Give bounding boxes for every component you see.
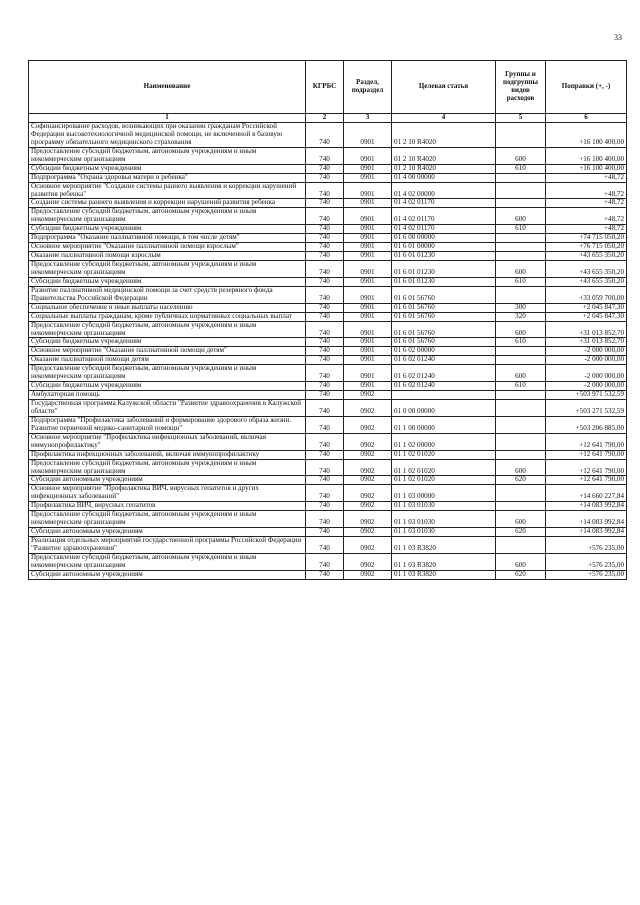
row-section-cell: 0901 [344, 252, 392, 261]
column-number: 4 [392, 114, 496, 123]
column-number: 1 [29, 114, 306, 123]
column-number: 6 [546, 114, 627, 123]
row-name-cell: Софинансирование расходов, возникающих при оказании гражданам Российской Федерации высокотехнологичной медицинской помощи, не включенной в базовую программу обязательного медицинского страхования [29, 123, 306, 148]
row-name-cell: Основное мероприятие "Оказание паллиативной помощи детям" [29, 347, 306, 356]
row-amount-cell: +48,72 [546, 173, 627, 182]
row-section-cell: 0902 [344, 416, 392, 433]
table-row [29, 286, 627, 303]
table-row [29, 123, 627, 148]
table-row [29, 485, 627, 502]
row-amount-cell: -2 000 000,00 [546, 347, 627, 356]
row-section-cell: 0901 [344, 234, 392, 243]
row-group-cell: 600 [496, 511, 546, 528]
row-kgrbs-cell: 740 [306, 528, 344, 537]
row-kgrbs-cell: 740 [306, 164, 344, 173]
row-group-cell: 610 [496, 338, 546, 347]
column-number: 5 [496, 114, 546, 123]
row-section-cell: 0901 [344, 356, 392, 365]
row-name-cell: Основное мероприятие "Профилактика инфекционных заболеваний, включая иммунопрофилактику" [29, 433, 306, 450]
row-kgrbs-cell: 740 [306, 537, 344, 554]
row-amount-cell: +43 655 350,20 [546, 252, 627, 261]
table-row [29, 570, 627, 579]
row-section-cell: 0902 [344, 400, 392, 417]
table-row [29, 261, 627, 278]
table-row [29, 450, 627, 459]
row-amount-cell: +43 655 350,20 [546, 277, 627, 286]
row-target-cell: 01 1 02 01020 [392, 459, 496, 476]
row-name-cell: Субсидии бюджетным учреждениям [29, 382, 306, 391]
row-section-cell: 0901 [344, 382, 392, 391]
row-kgrbs-cell: 740 [306, 303, 344, 312]
row-target-cell: 01 1 02 01020 [392, 476, 496, 485]
row-group-cell: 600 [496, 553, 546, 570]
row-name-cell: Предоставление субсидий бюджетным, автономным учреждениям и иным некоммерческим организациям [29, 365, 306, 382]
row-name-cell: Предоставление субсидий бюджетным, автономным учреждениям и иным некоммерческим организациям [29, 208, 306, 225]
row-name-cell: Подпрограмма "Оказание паллиативной помощи, в том числе детям" [29, 234, 306, 243]
column-number: 3 [344, 114, 392, 123]
row-section-cell: 0902 [344, 502, 392, 511]
row-section-cell: 0902 [344, 433, 392, 450]
row-kgrbs-cell: 740 [306, 416, 344, 433]
row-target-cell: 01 6 01 00000 [392, 243, 496, 252]
table-row [29, 173, 627, 182]
table-row [29, 476, 627, 485]
row-name-cell: Социальные выплаты гражданам, кроме публичных нормативных социальных выплат [29, 312, 306, 321]
header-section: Раздел, подраздел [344, 61, 392, 114]
row-amount-cell: +16 100 400,00 [546, 147, 627, 164]
row-section-cell: 0901 [344, 303, 392, 312]
header-group: Группы и подгруппы видов расходов [496, 61, 546, 114]
row-amount-cell: +48,72 [546, 182, 627, 199]
table-row [29, 347, 627, 356]
row-section-cell: 0901 [344, 147, 392, 164]
table-row [29, 252, 627, 261]
row-section-cell: 0901 [344, 365, 392, 382]
table-row [29, 303, 627, 312]
table-row [29, 511, 627, 528]
row-section-cell: 0902 [344, 450, 392, 459]
row-group-cell [496, 400, 546, 417]
row-kgrbs-cell: 740 [306, 553, 344, 570]
table-row [29, 225, 627, 234]
row-target-cell: 01 6 00 00000 [392, 234, 496, 243]
row-group-cell: 620 [496, 570, 546, 579]
row-amount-cell: +576 235,00 [546, 537, 627, 554]
page-number: 33 [614, 33, 622, 42]
row-amount-cell: +12 641 790,00 [546, 476, 627, 485]
row-group-cell [496, 173, 546, 182]
row-kgrbs-cell: 740 [306, 365, 344, 382]
row-target-cell: 01 6 01 01230 [392, 277, 496, 286]
row-section-cell: 0902 [344, 537, 392, 554]
row-group-cell: 600 [496, 365, 546, 382]
row-amount-cell: +12 641 790,00 [546, 459, 627, 476]
row-amount-cell: +503 971 532,59 [546, 391, 627, 400]
row-kgrbs-cell: 740 [306, 476, 344, 485]
row-group-cell: 610 [496, 164, 546, 173]
row-kgrbs-cell: 740 [306, 312, 344, 321]
row-target-cell: 01 2 10 R4020 [392, 123, 496, 148]
row-section-cell: 0901 [344, 277, 392, 286]
row-kgrbs-cell: 740 [306, 243, 344, 252]
row-group-cell: 320 [496, 312, 546, 321]
row-kgrbs-cell: 740 [306, 147, 344, 164]
row-group-cell: 600 [496, 261, 546, 278]
row-name-cell: Государственная программа Калужской области "Развитие здравоохранения в Калужской области" [29, 400, 306, 417]
row-amount-cell: +2 045 847,30 [546, 303, 627, 312]
column-number: 2 [306, 114, 344, 123]
row-name-cell: Предоставление субсидий бюджетным, автономным учреждениям и иным некоммерческим организациям [29, 321, 306, 338]
row-name-cell: Оказание паллиативной помощи детям [29, 356, 306, 365]
row-kgrbs-cell: 740 [306, 173, 344, 182]
row-amount-cell: +74 715 050,20 [546, 234, 627, 243]
row-group-cell: 620 [496, 476, 546, 485]
row-target-cell: 01 1 02 01020 [392, 450, 496, 459]
row-group-cell [496, 347, 546, 356]
header-target: Целевая статья [392, 61, 496, 114]
row-target-cell: 01 2 10 R4020 [392, 147, 496, 164]
row-group-cell [496, 123, 546, 148]
row-kgrbs-cell: 740 [306, 459, 344, 476]
row-amount-cell: +43 655 350,20 [546, 261, 627, 278]
row-target-cell: 01 4 02 01170 [392, 199, 496, 208]
row-name-cell: Субсидии бюджетным учреждениям [29, 277, 306, 286]
row-kgrbs-cell: 740 [306, 391, 344, 400]
row-name-cell: Предоставление субсидий бюджетным, автономным учреждениям и иным некоммерческим организациям [29, 553, 306, 570]
row-target-cell: 01 6 01 56760 [392, 338, 496, 347]
row-amount-cell: +76 715 050,20 [546, 243, 627, 252]
row-target-cell: 01 6 02 01240 [392, 365, 496, 382]
row-name-cell: Субсидии бюджетным учреждениям [29, 164, 306, 173]
row-name-cell: Субсидии бюджетным учреждениям [29, 225, 306, 234]
row-target-cell: 01 6 01 56760 [392, 321, 496, 338]
row-section-cell: 0901 [344, 312, 392, 321]
row-kgrbs-cell: 740 [306, 277, 344, 286]
row-amount-cell: +14 083 992,84 [546, 502, 627, 511]
row-group-cell [496, 243, 546, 252]
table-row [29, 528, 627, 537]
row-kgrbs-cell: 740 [306, 208, 344, 225]
table-row [29, 502, 627, 511]
column-number-row [29, 114, 627, 123]
row-kgrbs-cell: 740 [306, 347, 344, 356]
table-row [29, 459, 627, 476]
header-row [29, 61, 627, 114]
row-section-cell: 0901 [344, 243, 392, 252]
row-group-cell [496, 450, 546, 459]
row-target-cell: 01 4 00 00000 [392, 173, 496, 182]
row-name-cell: Создание системы раннего выявления и коррекции нарушений развития ребенка [29, 199, 306, 208]
row-group-cell [496, 182, 546, 199]
row-name-cell: Субсидии автономным учреждениям [29, 476, 306, 485]
row-target-cell: 01 6 01 56760 [392, 286, 496, 303]
row-kgrbs-cell: 740 [306, 400, 344, 417]
row-kgrbs-cell: 740 [306, 570, 344, 579]
row-target-cell: 01 6 01 01230 [392, 252, 496, 261]
row-kgrbs-cell: 740 [306, 485, 344, 502]
row-name-cell: Оказание паллиативной помощи взрослым [29, 252, 306, 261]
row-amount-cell: +33 059 700,00 [546, 286, 627, 303]
table-row [29, 147, 627, 164]
row-amount-cell: +31 013 852,70 [546, 338, 627, 347]
table-row [29, 243, 627, 252]
row-kgrbs-cell: 740 [306, 261, 344, 278]
row-amount-cell: +14 083 992,84 [546, 528, 627, 537]
row-target-cell: 01 1 03 R3820 [392, 570, 496, 579]
row-section-cell: 0901 [344, 338, 392, 347]
row-kgrbs-cell: 740 [306, 286, 344, 303]
row-amount-cell: +503 206 885,00 [546, 416, 627, 433]
row-section-cell: 0901 [344, 164, 392, 173]
row-section-cell: 0901 [344, 123, 392, 148]
row-amount-cell: +12 641 790,00 [546, 433, 627, 450]
header-amount: Поправки (+, -) [546, 61, 627, 114]
row-group-cell [496, 252, 546, 261]
row-group-cell: 600 [496, 321, 546, 338]
row-target-cell: 01 0 00 00000 [392, 400, 496, 417]
row-amount-cell: +48,72 [546, 208, 627, 225]
row-amount-cell: +16 100 400,00 [546, 123, 627, 148]
row-target-cell: 01 1 03 00000 [392, 485, 496, 502]
row-target-cell: 01 1 02 00000 [392, 433, 496, 450]
row-target-cell: 01 6 01 56760 [392, 312, 496, 321]
row-target-cell: 01 1 03 01030 [392, 511, 496, 528]
row-kgrbs-cell: 740 [306, 356, 344, 365]
row-section-cell: 0901 [344, 199, 392, 208]
row-amount-cell: +48,72 [546, 199, 627, 208]
row-amount-cell: +14 083 992,84 [546, 511, 627, 528]
row-target-cell: 01 1 03 01030 [392, 528, 496, 537]
row-amount-cell: +48,72 [546, 225, 627, 234]
row-name-cell: Предоставление субсидий бюджетным, автономным учреждениям и иным некоммерческим организациям [29, 147, 306, 164]
table-row [29, 553, 627, 570]
table-row [29, 433, 627, 450]
row-name-cell: Субсидии бюджетным учреждениям [29, 338, 306, 347]
table-row [29, 208, 627, 225]
row-kgrbs-cell: 740 [306, 382, 344, 391]
row-target-cell: 01 6 02 01240 [392, 356, 496, 365]
row-group-cell [496, 416, 546, 433]
row-section-cell: 0901 [344, 208, 392, 225]
row-group-cell: 600 [496, 459, 546, 476]
row-kgrbs-cell: 740 [306, 433, 344, 450]
row-section-cell: 0902 [344, 476, 392, 485]
table-row [29, 277, 627, 286]
row-target-cell: 01 2 10 R4020 [392, 164, 496, 173]
row-section-cell: 0902 [344, 511, 392, 528]
header-kgrbs: КГРБС [306, 61, 344, 114]
table-row [29, 382, 627, 391]
row-target-cell: 01 4 02 01170 [392, 225, 496, 234]
row-section-cell: 0902 [344, 553, 392, 570]
row-group-cell: 620 [496, 528, 546, 537]
table-row [29, 400, 627, 417]
table-row [29, 199, 627, 208]
row-name-cell: Предоставление субсидий бюджетным, автономным учреждениям и иным некоммерческим организациям [29, 459, 306, 476]
row-group-cell: 600 [496, 147, 546, 164]
row-target-cell: 01 6 01 56760 [392, 303, 496, 312]
table-row [29, 182, 627, 199]
row-section-cell: 0901 [344, 321, 392, 338]
row-amount-cell: +31 013 852,70 [546, 321, 627, 338]
row-amount-cell: +12 641 790,00 [546, 450, 627, 459]
row-amount-cell: -2 000 000,00 [546, 382, 627, 391]
row-group-cell [496, 391, 546, 400]
row-target-cell: 01 1 03 R3820 [392, 537, 496, 554]
table-row [29, 234, 627, 243]
row-kgrbs-cell: 740 [306, 511, 344, 528]
row-target-cell: 01 1 00 00000 [392, 416, 496, 433]
row-name-cell: Профилактика ВИЧ, вирусных гепатитов [29, 502, 306, 511]
row-name-cell: Субсидии автономным учреждениям [29, 570, 306, 579]
row-name-cell: Подпрограмма "Профилактика заболеваний и формирование здорового образа жизни. Развитие первичной медико-санитарной помощи" [29, 416, 306, 433]
row-section-cell: 0901 [344, 286, 392, 303]
row-group-cell: 610 [496, 225, 546, 234]
row-target-cell: 01 1 03 R3820 [392, 553, 496, 570]
row-group-cell [496, 537, 546, 554]
row-section-cell: 0902 [344, 528, 392, 537]
table-row [29, 537, 627, 554]
row-name-cell: Подпрограмма "Охрана здоровья матери и ребенка" [29, 173, 306, 182]
row-name-cell: Основное мероприятие "Создание системы раннего выявления и коррекции нарушений развития ребенка" [29, 182, 306, 199]
row-group-cell [496, 433, 546, 450]
row-name-cell: Реализация отдельных мероприятий государственной программы Российской Федерации "Развитие здравоохранения" [29, 537, 306, 554]
row-name-cell: Субсидии автономным учреждениям [29, 528, 306, 537]
row-name-cell: Социальное обеспечение и иные выплаты населению [29, 303, 306, 312]
row-target-cell: 01 4 02 00000 [392, 182, 496, 199]
table-row [29, 356, 627, 365]
row-section-cell: 0902 [344, 570, 392, 579]
row-name-cell: Профилактика инфекционных заболеваний, включая иммунопрофилактику [29, 450, 306, 459]
row-amount-cell: +503 271 532,59 [546, 400, 627, 417]
row-amount-cell: +14 660 227,84 [546, 485, 627, 502]
row-group-cell: 600 [496, 208, 546, 225]
row-kgrbs-cell: 740 [306, 502, 344, 511]
budget-table [28, 60, 627, 580]
row-kgrbs-cell: 740 [306, 450, 344, 459]
row-section-cell: 0901 [344, 225, 392, 234]
row-name-cell: Предоставление субсидий бюджетным, автономным учреждениям и иным некоммерческим организациям [29, 511, 306, 528]
table-row [29, 416, 627, 433]
row-section-cell: 0902 [344, 459, 392, 476]
row-kgrbs-cell: 740 [306, 252, 344, 261]
row-target-cell [392, 391, 496, 400]
row-name-cell: Основное мероприятие "Профилактика ВИЧ, вирусных гепатитов и других инфекционных заболеваний" [29, 485, 306, 502]
table-row [29, 312, 627, 321]
row-kgrbs-cell: 740 [306, 182, 344, 199]
row-amount-cell: +16 100 400,00 [546, 164, 627, 173]
row-group-cell: 610 [496, 382, 546, 391]
row-kgrbs-cell: 740 [306, 234, 344, 243]
row-group-cell [496, 356, 546, 365]
row-name-cell: Предоставление субсидий бюджетным, автономным учреждениям и иным некоммерческим организациям [29, 261, 306, 278]
row-target-cell: 01 6 01 01230 [392, 261, 496, 278]
row-kgrbs-cell: 740 [306, 199, 344, 208]
table-row [29, 365, 627, 382]
row-amount-cell: -2 000 000,00 [546, 365, 627, 382]
row-section-cell: 0901 [344, 347, 392, 356]
row-group-cell [496, 485, 546, 502]
header-name: Наименование [29, 61, 306, 114]
row-amount-cell: -2 000 000,00 [546, 356, 627, 365]
table-row [29, 338, 627, 347]
row-target-cell: 01 1 03 01030 [392, 502, 496, 511]
table-row [29, 391, 627, 400]
row-section-cell: 0901 [344, 173, 392, 182]
row-kgrbs-cell: 740 [306, 338, 344, 347]
table-row [29, 321, 627, 338]
row-group-cell [496, 234, 546, 243]
row-section-cell: 0902 [344, 485, 392, 502]
row-kgrbs-cell: 740 [306, 321, 344, 338]
row-group-cell: 610 [496, 277, 546, 286]
table-body [29, 123, 627, 580]
row-group-cell: 300 [496, 303, 546, 312]
row-group-cell [496, 286, 546, 303]
row-amount-cell: +576 235,00 [546, 570, 627, 579]
row-section-cell: 0901 [344, 182, 392, 199]
row-name-cell: Развитие паллиативной медицинской помощи за счет средств резервного фонда Правительства Российской Федерации [29, 286, 306, 303]
row-name-cell: Амбулаторная помощь [29, 391, 306, 400]
row-amount-cell: +576 235,00 [546, 553, 627, 570]
row-target-cell: 01 4 02 01170 [392, 208, 496, 225]
table-row [29, 164, 627, 173]
row-group-cell [496, 502, 546, 511]
row-kgrbs-cell: 740 [306, 123, 344, 148]
row-name-cell: Основное мероприятие "Оказание паллиативной помощи взрослым" [29, 243, 306, 252]
row-amount-cell: +2 045 847,30 [546, 312, 627, 321]
row-group-cell [496, 199, 546, 208]
row-section-cell: 0901 [344, 261, 392, 278]
row-section-cell: 0902 [344, 391, 392, 400]
row-kgrbs-cell: 740 [306, 225, 344, 234]
row-target-cell: 01 6 02 00000 [392, 347, 496, 356]
row-target-cell: 01 6 02 01240 [392, 382, 496, 391]
